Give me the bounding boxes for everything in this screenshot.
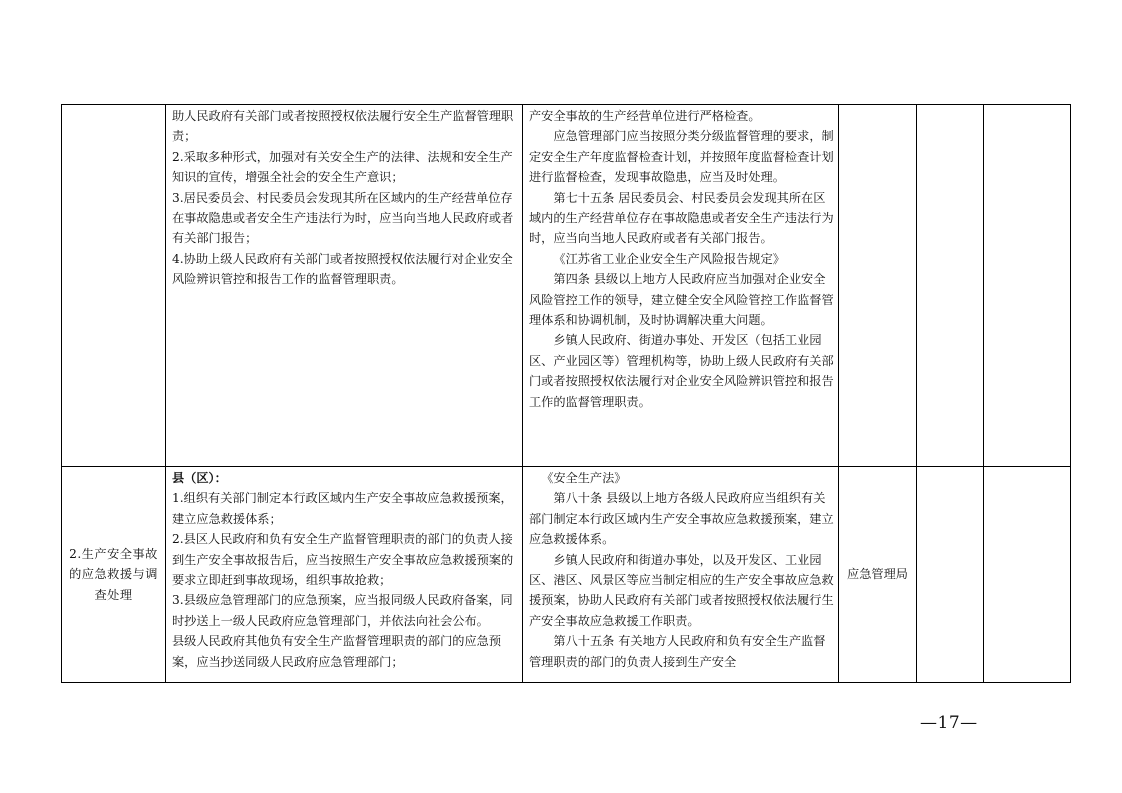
category-text: 2.生产安全事故的应急救援与调查处理 [69,546,158,602]
duty-item: 4.协助上级人民政府有关部门或者按照授权依法履行对企业安全风险辨识管控和报告工作的监督管理职责。 [172,251,513,287]
duty-item: 县级人民政府其他负有安全生产监督管理职责的部门的应急预案，应当抄送同级人民政府应急管理部门； [172,634,502,669]
page-number: —17— [920,713,978,733]
basis-paragraph: 第七十五条 居民委员会、村民委员会发现其所在区域内的生产经营单位存在事故隐患或者安全生产违法行为时，应当向当地人民政府或者有关部门报告。 [529,190,834,246]
responsibility-table [61,104,1071,683]
basis-paragraph: 应急管理部门应当按照分类分级监督管理的要求，制定安全生产年度监督检查计划，并按照年度监督检查计划进行监督检查，发现事故隐患，应当及时处理。 [529,129,834,185]
duty-item: 1.组织有关部门制定本行政区域内生产安全事故应急救援预案，建立应急救援体系； [172,491,513,526]
duty-item: 2.采取多种形式，加强对有关安全生产的法律、法规和安全生产知识的宣传，增强全社会的安全生产意识； [172,149,513,185]
department-cell [839,105,917,467]
basis-paragraph: 乡镇人民政府和街道办事处，以及开发区、工业园区、港区、风景区等应当制定相应的生产安全事故应急救援预案，协助人民政府有关部门或者按照授权依法履行生产安全事故应急救援工作职责。 [529,552,834,628]
category-cell [62,105,166,467]
table-row [62,467,1071,683]
basis-paragraph: 产安全事故的生产经营单位进行严格检查。 [529,109,761,123]
duties-cell [166,467,523,683]
table-row [62,105,1071,467]
category-cell [62,467,166,683]
legal-basis-cell [523,467,839,683]
empty-cell [984,467,1071,683]
duty-item: 3.县级应急管理部门的应急预案，应当报同级人民政府备案，同时抄送上一级人民政府应急管理部门，并依法向社会公布。 [172,593,513,628]
department-text: 应急管理局 [847,567,908,582]
basis-paragraph: 第四条 县级以上地方人民政府应当加强对企业安全风险管控工作的领导，建立健全安全风险管控工作监督管理体系和协调机制，及时协调解决重大问题。 [529,272,834,328]
duties-cell [166,105,523,467]
duties-heading: 县（区）： [172,471,227,485]
department-cell [839,467,917,683]
basis-paragraph: 第八十五条 有关地方人民政府和负有安全生产监督管理职责的部门的负责人接到生产安全 [529,634,826,669]
basis-paragraph: 乡镇人民政府、街道办事处、开发区（包括工业园区、产业园区等）管理机构等，协助上级人民政府有关部门或者按照授权依法履行对企业安全风险辨识管控和报告工作的监督管理职责。 [529,333,834,409]
duty-item: 3.居民委员会、村民委员会发现其所在区域内的生产经营单位存在事故隐患或者安全生产违法行为时，应当向当地人民政府或者有关部门报告； [172,190,514,246]
basis-law-title: 《安全生产法》 [541,471,627,485]
basis-law-title: 《江苏省工业企业安全生产风险报告规定》 [553,251,785,266]
duty-item: 2.县区人民政府和负有安全生产监督管理职责的部门的负责人接到生产安全事故报告后，应当按照生产安全事故应急救援预案的要求立即赶到事故现场，组织事故抢救； [172,532,514,588]
basis-paragraph: 第八十条 县级以上地方各级人民政府应当组织有关部门制定本行政区域内生产安全事故应急救援预案，建立应急救援体系。 [529,491,834,547]
empty-cell [917,467,984,683]
duty-item: 助人民政府有关部门或者按照授权依法履行安全生产监督管理职责； [172,109,514,144]
empty-cell [984,105,1071,467]
legal-basis-cell [523,105,839,467]
empty-cell [917,105,984,467]
